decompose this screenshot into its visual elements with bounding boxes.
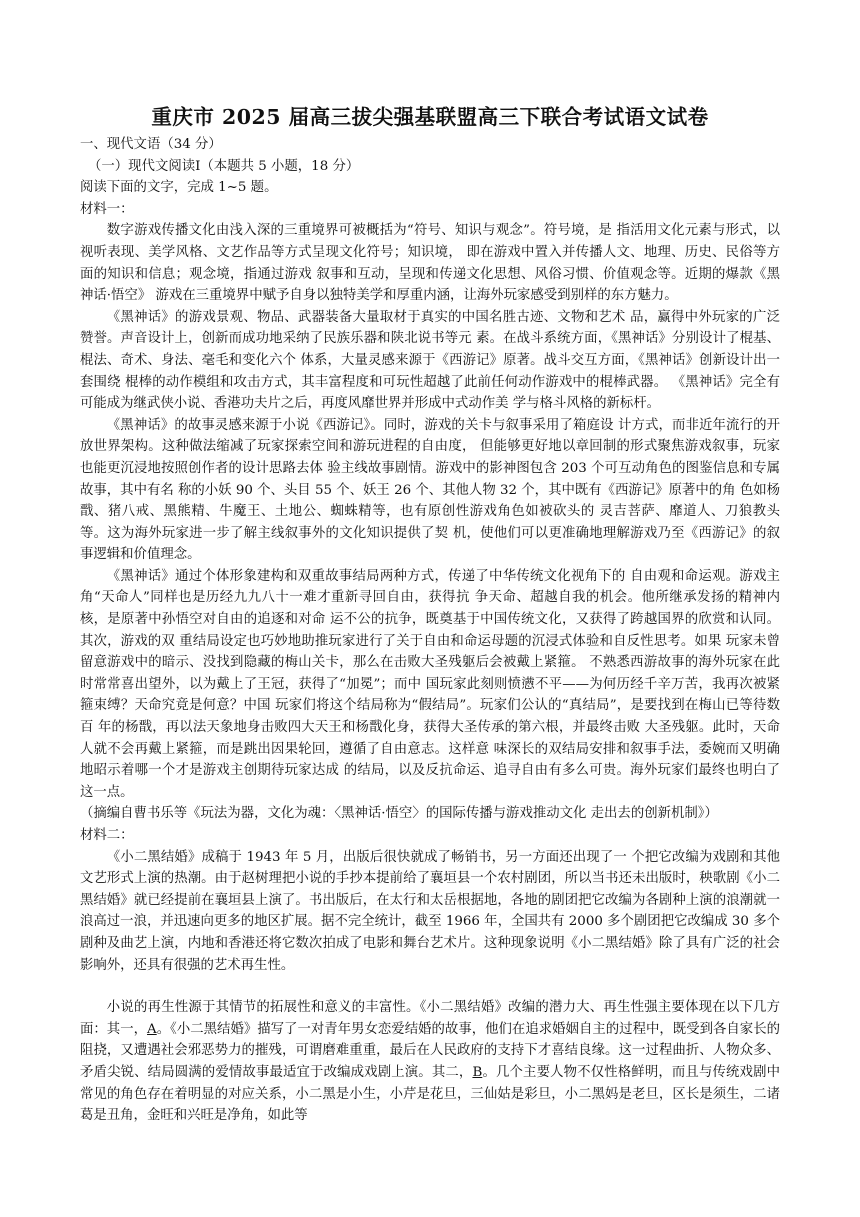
subsection-heading: （一）现代文阅读Ⅰ（本题共 5 小题，18 分）: [88, 158, 360, 174]
paragraph-text: 。几个主要人物不仅性格鲜明，而且与传统戏剧中常见的角色存在着明显的对应关系，小二黑是小生，小芹是花旦，三仙姑是彩旦，小二黑妈是老旦，区长是须生，二诸葛是丑角，金旺和兴旺是净角，如此等: [80, 1064, 781, 1124]
source-note: （摘编自曹书乐等《玩法为器，文化为魂：〈黑神话·悟空〉的国际传播与游戏推动文化 走出去的创新机制》）: [80, 806, 718, 822]
paragraph-text: 。《小二黑结婚》描写了一对青年男女恋爱结婚的故事，他们在追求婚姻自主的过程中，既受到各自家长的阻挠，又遭遇社会邪恶势力的摧残，可谓磨难重重，最后在人民政府的支持下才喜结良缘。这一过程曲折、人物众多、矛盾尖锐、结局圆满的爱情故事最适宜于改编成戏剧上演。其二，: [80, 1021, 781, 1080]
material-one-paragraph-3: 《黑神话》的故事灵感来源于小说《西游记》。同时，游戏的关卡与叙事采用了箱庭设 计方式，而非近年流行的开放世界架构。这种做法缩减了玩家探索空间和游玩进程的自由度， 但能够更好地以章回制的形式聚焦游戏叙事，玩家也能更沉浸地按照创作者的设计思路去体 验主线故事剧情。游戏中的影神图包含 203 个可互动角色的图鉴信息和专属故事，其中有名 称的小妖 90 个、头目 55 个、妖王 26 个、其他人物 32 个，其中既有《西游记》原著中的角 色如杨戬、猪八戒、黑熊精、牛魔王、土地公、蜘蛛精等，也有原创性游戏角色如被砍头的 灵吉菩萨、靡道人、刀狼教头等。这为海外玩家进一步了解主线叙事外的文化知识提供了契 机，使他们可以更准确地理解游戏乃至《西游记》的叙事逻辑和价值理念。: [80, 417, 780, 563]
material-two-paragraph-1: 《小二黑结婚》成稿于 1943 年 5 月，出版后很快就成了畅销书，另一方面还出现了一 个把它改编为戏剧和其他文艺形式上演的热潮。由于赵树理把小说的手抄本提前给了襄垣县一个农村剧团，所以当书还未出版时，秧歌剧《小二黑结婚》就已经提前在襄垣县上演了。书出版后，在太行和太岳根据地，各地的剧团把它改编为各剧种上演的浪潮就一浪高过一浪，并迅速向更多的地区扩展。据不完全统计，截至 1966 年，全国共有 2000 多个剧团把它改编成 30 多个剧种及曲艺上演，内地和香港还将它数次拍成了电影和舞台艺术片。这种现象说明《小二黑结婚》除了具有广泛的社会影响外，还具有很强的艺术再生性。: [80, 849, 780, 973]
blank-a: A: [147, 1021, 157, 1037]
material-one-paragraph-1: 数字游戏传播文化由浅入深的三重境界可被概括为“符号、知识与观念”。符号境，是 指活用文化元素与形式，以视听表现、美学风格、文艺作品等方式呈现文化符号；知识境， 即在游戏中置入并传播人文、地理、历史、民俗等方面的知识和信息；观念境，指通过游戏 叙事和互动，呈现和传递文化思想、风俗习惯、价值观念等。近期的爆款《黑神话·悟空》 游戏在三重境界中赋予自身以独特美学和厚重内涵，让海外玩家感受到别样的东方魅力。: [80, 223, 780, 304]
blank-b: B: [472, 1064, 483, 1080]
paragraph-text: 小说的再生性源于其情节的拓展性和意义的丰富性。《小二黑结婚》改编的潜力大、再生性强主要体现在以下几方面：其一，: [80, 1000, 780, 1037]
instruction-text: 阅读下面的文字，完成 1~5 题。: [80, 180, 278, 196]
page-title: 重庆市 2025 届高三拔尖强基联盟高三下联合考试语文试卷: [151, 105, 709, 129]
material-two-label: 材料二：: [80, 828, 134, 843]
material-one-paragraph-4: 《黑神话》通过个体形象建构和双重故事结局两种方式，传递了中华传统文化视角下的 自由观和命运观。游戏主角“天命人”同样也是历经九九八十一难才重新寻回自由，获得抗 争天命、超越自我的机会。他所继承发扬的精神内核，是原著中孙悟空对自由的追逐和对命 运不公的抗争，既奠基于中国传统文化，又获得了跨越国界的欣赏和认同。其次，游戏的双 重结局设定也巧妙地助推玩家进行了关于自由和命运母题的沉浸式体验和自反性思考。如果 玩家未曾留意游戏中的暗示、没找到隐藏的梅山关卡，那么在击败大圣残躯后会被戴上紧箍。 不熟悉西游故事的海外玩家在此时常常喜出望外，以为戴上了王冠，获得了“加冕”；而中 国玩家此刻则愤懑不平——为何历经千辛万苦，我再次被紧箍束缚？天命究竟是何意？中国 玩家们将这个结局称为“假结局”。玩家们公认的“真结局”，是要找到在梅山已等待数百 年的杨戬，再以法天象地身击败四大天王和杨戬化身，获得大圣传承的第六根，并最终击败 大圣残躯。此时，天命人就不会再戴上紧箍，而是跳出因果轮回，遵循了自由意志。这样意 味深长的双结局安排和叙事手法，委婉而又明确地昭示着哪一个才是游戏主创期待玩家达成 的结局，以及反抗命运、追寻自由有多么可贵。海外玩家们最终也明白了这一点。: [80, 568, 780, 800]
material-one-label: 材料一：: [80, 201, 134, 217]
section-heading: 一、现代文语（34 分）: [80, 137, 222, 152]
material-one-paragraph-2: 《黑神话》的游戏景观、物品、武器装备大量取材于真实的中国名胜古迹、文物和艺术 品，赢得中外玩家的广泛赞誉。声音设计上，创新而成功地采纳了民族乐器和陕北说书等元 素。在战斗系统方面，《黑神话》分别设计了棍基、棍法、奇术、身法、毫毛和变化六个 体系，大量灵感来源于《西游记》原著。战斗交互方面，《黑神话》创新设计出一套围绕 棍棒的动作模组和攻击方式，其丰富程度和可玩性超越了此前任何动作游戏中的棍棒武器。 《黑神话》完全有可能成为继武侠小说、香港功夫片之后，再度风靡世界并形成中式动作美 学与格斗风格的新标杆。: [80, 309, 780, 412]
material-two-paragraph-2: [80, 997, 780, 1127]
